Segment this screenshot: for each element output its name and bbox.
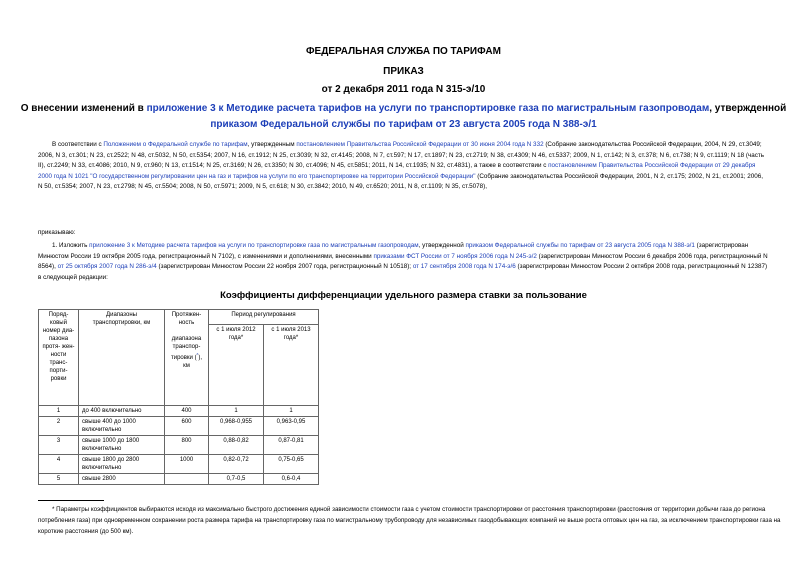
header-length-text-c: ), км <box>183 355 203 369</box>
table-row <box>39 455 319 474</box>
cell-range: свыше 1000 до 1800 включительно <box>79 436 165 455</box>
item1-text-2: , утвержденной <box>418 242 466 249</box>
preamble-text-4: а также в соответствии с <box>473 162 549 170</box>
footnote-text: * Параметры коэффициентов выбираются исходя из максимально быстрого достижения единой зависимости стоимости газа с учетом стоимости транспортировки от расстояния транспортировки (расстояния от территории добычи газа до региона потребления газа) при одновременном сохранении роста размера тарифа на транспортировку газа по магистральному трубопроводу для независимых газодобывающих компаний не выше роста оптовых цен на газ, за исключением транспортировки газа на короткие расстояния (до 500 км). <box>38 506 781 535</box>
header-order-number: Поряд- ковый номер диа- пазона протя- жен- ности транс- порти- ровки <box>39 310 79 406</box>
title-text-2: , утвержденной <box>709 103 787 114</box>
header-ranges: Диапазоны транспортировки, км <box>79 310 165 406</box>
item1-text-4: (зарегистрирован Минюстом России 6 декабря 2006 года, регистрационный N 8564), <box>38 252 768 271</box>
cell-2012: 0,88-0,82 <box>209 436 264 455</box>
preamble-text-1: В соответствии с <box>52 141 104 148</box>
cell-length: 800 <box>165 436 209 455</box>
table-header-row <box>39 310 319 325</box>
preamble-text-2: , утвержденным <box>247 141 297 148</box>
title-text-1: О внесении изменений в <box>20 103 147 114</box>
cell-number: 1 <box>39 406 79 417</box>
footnote-divider <box>38 500 104 501</box>
title-link-order[interactable]: приказом Федеральной службы по тарифам от 23 августа 2005 года N 388-э/1 <box>210 119 597 130</box>
cell-length: 1000 <box>165 455 209 474</box>
link-gov-decree-332[interactable]: постановлением Правительства Российской Федерации от 30 июня 2004 года N 332 <box>296 141 544 148</box>
table-title: Коэффициенты дифференциации удельного размера ставки за пользование <box>220 290 587 301</box>
cell-number: 4 <box>39 455 79 474</box>
agency-heading: ФЕДЕРАЛЬНАЯ СЛУЖБА ПО ТАРИФАМ <box>306 46 501 57</box>
preamble-text-5: (Собрание законодательства Российской Федерации, 2001, N 2, ст.175; 2002, N 21, ст.2001; 2006, N 50, ст.5354; 2007, N 23, ст.2798; N 45, ст.5504; 2008, N 50, ст.5971; 2009, N 5, ст.618; N 30, ст.3842; 2010, N 49, ст.6520; 2011, N 8, ст.1109; N 35, ст.5078), <box>38 172 763 191</box>
preamble-text-3: (Собрание законодательства Российской Федерации, 2004, N 29, ст.3049; 2006, N 3, ст.301; N 23, ст.2522; N 48, ст.5032, N 50, ст.5354; 2007, N 16, ст.1912; N 25, ст.3039; N 32, ст.4145; 2008, N 7, ст.597; N 17, ст.1897; N 23, ст.2719; N 38, ст.4309; N 46, ст.5337; 2009, N 1, ст.142; N 3, ст.378; N 6, ст.738; N 9, ст.1119; N 18 (часть II), ст.2249; N 33, ст.4086; 2010, N 9, ст.960; N 13, ст.1514; N 25, ст.3169; N 26, ст.3350; N 30, ст.4096; N 45, ст.5851; 2011, N 14, ст.1935; N 32, ст.4831), <box>38 141 765 170</box>
table-row <box>39 406 319 417</box>
cell-number: 2 <box>39 417 79 436</box>
cell-number: 3 <box>39 436 79 455</box>
link-order-286[interactable]: от 25 октября 2007 года N 286-э/4 <box>57 263 157 271</box>
item1-text-3: (зарегистрирован Минюстом России 19 октября 2005 года, регистрационный N 7102), с изменениями и дополнениями, внесенными <box>38 242 749 260</box>
cell-range: свыше 2800 <box>79 474 165 485</box>
cell-length: 400 <box>165 406 209 417</box>
item1-text-1: 1. Изложить <box>52 242 90 249</box>
cell-range: до 400 включительно <box>79 406 165 417</box>
cell-2013: 1 <box>264 406 319 417</box>
header-period-2013: с 1 июля 2013 года* <box>264 325 319 406</box>
coefficients-table <box>38 309 319 485</box>
table-row <box>39 474 319 485</box>
doc-type-heading: ПРИКАЗ <box>383 66 424 77</box>
cell-length <box>165 474 209 485</box>
header-period-2012: с 1 июля 2012 года* <box>209 325 264 406</box>
cell-2013: 0,6-0,4 <box>264 474 319 485</box>
preamble-paragraph <box>38 140 768 193</box>
table-row <box>39 436 319 455</box>
cell-2012: 1 <box>209 406 264 417</box>
table-row <box>39 417 319 436</box>
document-title <box>20 101 787 133</box>
cell-range: свыше 1800 до 2800 включительно <box>79 455 165 474</box>
link-order-245[interactable]: приказами ФСТ России от 7 ноября 2006 года N 245-э/2 <box>373 252 537 260</box>
header-length <box>165 310 209 406</box>
header-length-text-a: Протяжен- ность <box>171 312 202 326</box>
cell-2013: 0,963-0,95 <box>264 417 319 436</box>
item-1-paragraph <box>38 241 768 283</box>
orders-text: приказываю: <box>38 229 76 236</box>
cell-2012: 0,7-0,5 <box>209 474 264 485</box>
doc-date-number: от 2 декабря 2011 года N 315-э/10 <box>321 84 486 95</box>
link-order-174[interactable]: от 17 сентября 2008 года N 174-э/6 <box>412 263 516 271</box>
cell-range: свыше 400 до 1000 включительно <box>79 417 165 436</box>
cell-2013: 0,75-0,65 <box>264 455 319 474</box>
item1-text-5: (зарегистрирован Минюстом России 22 ноября 2007 года, регистрационный N 10518); <box>156 263 413 271</box>
cell-number: 5 <box>39 474 79 485</box>
header-period: Период регулирования <box>209 310 319 325</box>
header-length-text-b: диапазона транспор- тировки ( <box>170 336 202 361</box>
cell-length: 600 <box>165 417 209 436</box>
cell-2012: 0,82-0,72 <box>209 455 264 474</box>
link-gov-decree-1021[interactable]: постановлением Правительства Российской Федерации от 29 декабря 2000 года N 1021 "О государственном регулировании цен на газ и тарифов на услуги по его транспортировке на территории Российской Федерации" <box>38 162 756 180</box>
link-fst-regulation[interactable]: Положением о Федеральной службе по тарифам <box>103 141 248 148</box>
cell-2012: 0,968-0,955 <box>209 417 264 436</box>
cell-2013: 0,87-0,81 <box>264 436 319 455</box>
item1-text-6: (зарегистрирован Минюстом России 2 октября 2008 года, регистрационный N 12387) в следующей редакции: <box>38 263 768 281</box>
link-appendix-3[interactable]: приложение 3 к Методике расчета тарифов на услуги по транспортировке газа по магистральным газопроводам <box>89 242 419 249</box>
title-link-appendix[interactable]: приложение 3 к Методике расчета тарифов на услуги по транспортировке газа по магистральным газопроводам <box>146 103 710 114</box>
header-length-footnote-link[interactable]: * <box>196 352 199 357</box>
link-order-388[interactable]: приказом Федеральной службы по тарифам от 23 августа 2005 года N 388-э/1 <box>465 242 695 249</box>
